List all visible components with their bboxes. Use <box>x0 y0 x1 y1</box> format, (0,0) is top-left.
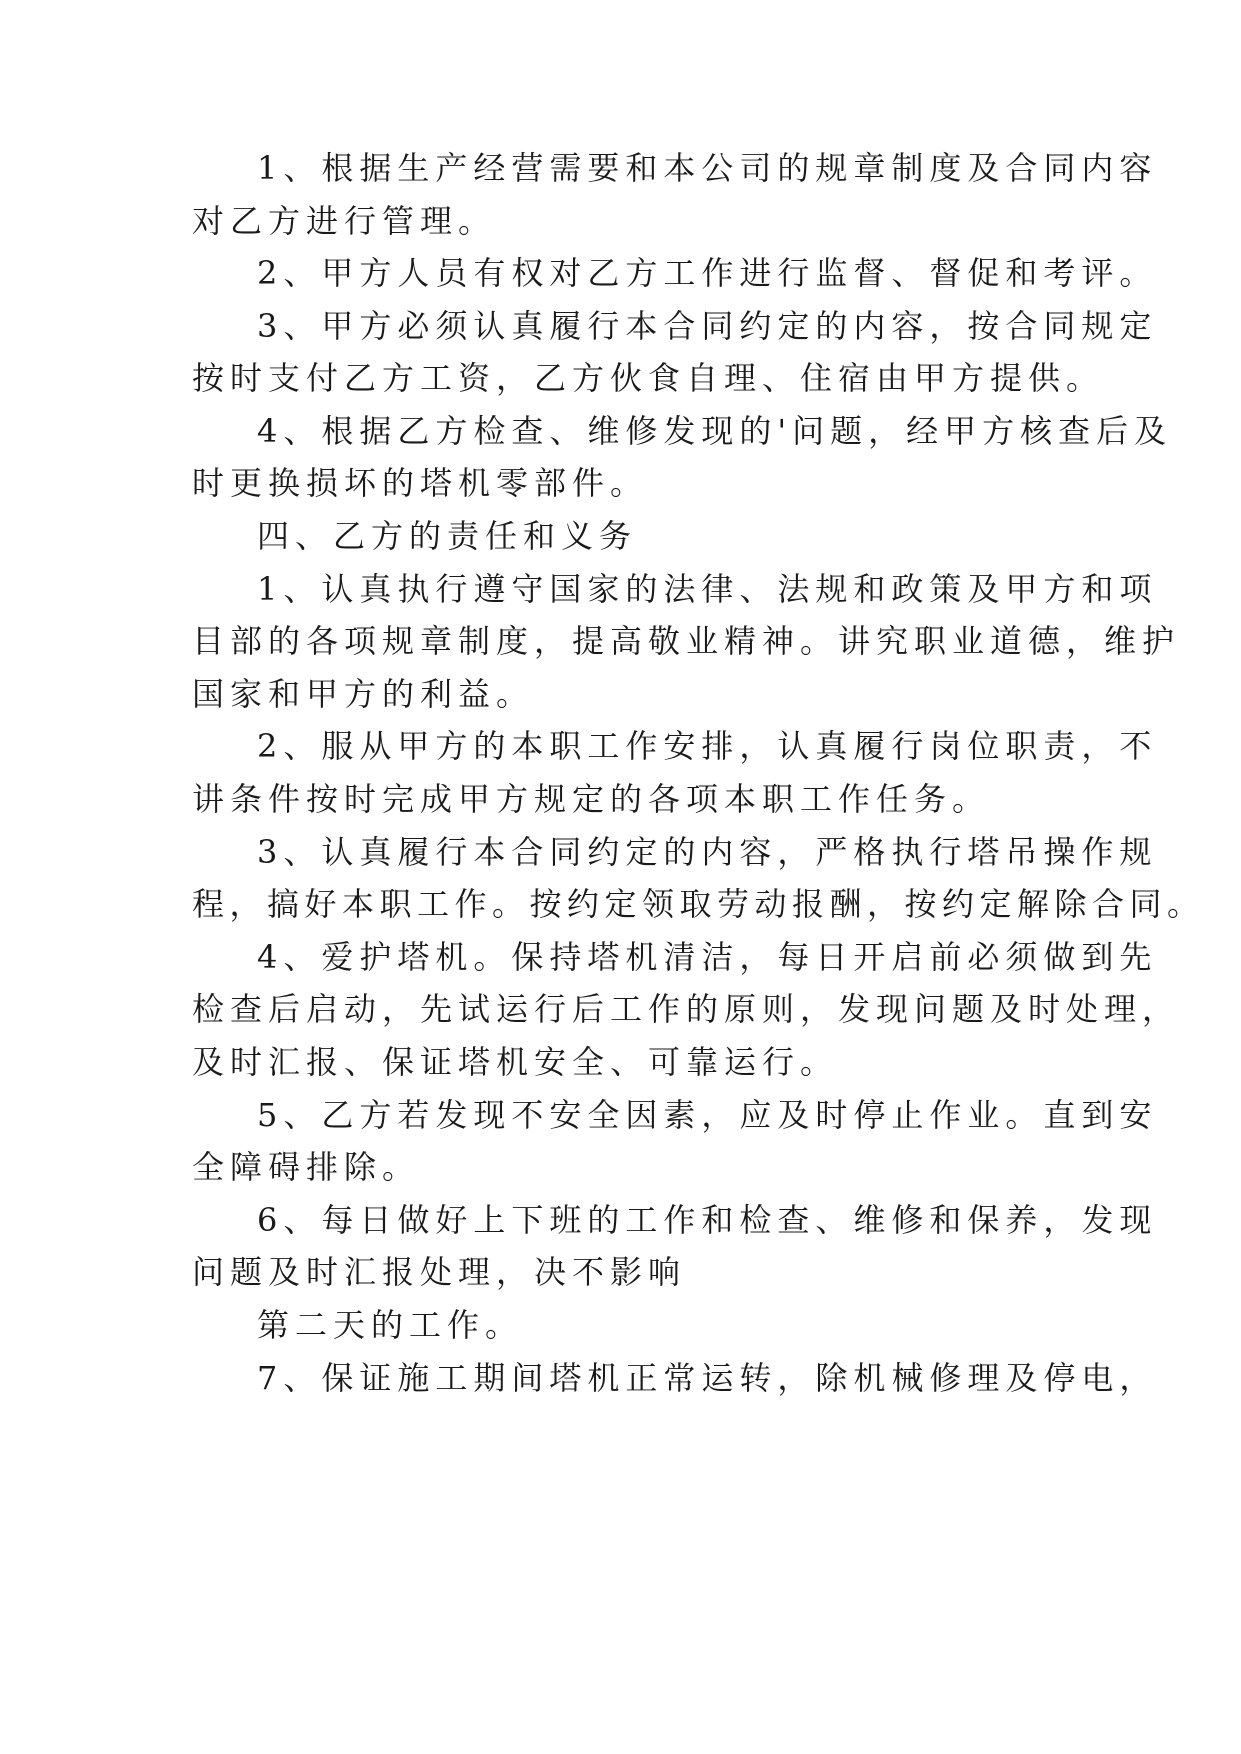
paragraph-line: 检查后启动，先试运行后工作的原则，发现问题及时处理， <box>192 990 1181 1028</box>
paragraph-line: 2、服从甲方的本职工作安排，认真履行岗位职责，不 <box>257 727 1158 765</box>
paragraph-line: 6、每日做好上下班的工作和检查、维修和保养，发现 <box>257 1201 1158 1239</box>
paragraph-line: 7、保证施工期间塔机正常运转，除机械修理及停电， <box>257 1359 1158 1397</box>
paragraph-line: 5、乙方若发现不安全因素，应及时停止作业。直到安 <box>257 1096 1158 1134</box>
paragraph-line: 2、甲方人员有权对乙方工作进行监督、督促和考评。 <box>257 254 1158 292</box>
paragraph-line: 对乙方进行管理。 <box>192 202 497 240</box>
paragraph-line: 全障碍排除。 <box>192 1148 421 1186</box>
paragraph-line: 程，搞好本职工作。按约定领取劳动报酬，按约定解除合同。 <box>192 885 1205 923</box>
paragraph-line: 1、认真执行遵守国家的法律、法规和政策及甲方和项 <box>257 570 1158 608</box>
paragraph-line: 3、认真履行本合同约定的内容，严格执行塔吊操作规 <box>257 833 1158 871</box>
section-heading: 四、乙方的责任和义务 <box>257 517 638 555</box>
paragraph-line: 及时汇报、保证塔机安全、可靠运行。 <box>192 1043 839 1081</box>
paragraph-line: 目部的各项规章制度，提高敬业精神。讲究职业道德，维护 <box>192 622 1181 660</box>
paragraph-line: 4、爱护塔机。保持塔机清洁，每日开启前必须做到先 <box>257 938 1158 976</box>
paragraph-line: 国家和甲方的利益。 <box>192 675 535 713</box>
paragraph-line: 时更换损坏的塔机零部件。 <box>192 464 649 502</box>
paragraph-line: 3、甲方必须认真履行本合同约定的内容，按合同规定 <box>257 307 1158 345</box>
paragraph-line: 讲条件按时完成甲方规定的各项本职工作任务。 <box>192 780 991 818</box>
paragraph-line: 4、根据乙方检查、维修发现的'问题，经甲方核查后及 <box>257 412 1173 450</box>
paragraph-line: 按时支付乙方工资，乙方伙食自理、住宿由甲方提供。 <box>192 359 1105 397</box>
paragraph-line: 第二天的工作。 <box>257 1306 524 1344</box>
paragraph-line: 问题及时汇报处理，决不影响 <box>192 1253 687 1291</box>
paragraph-line: 1、根据生产经营需要和本公司的规章制度及合同内容 <box>257 149 1158 187</box>
